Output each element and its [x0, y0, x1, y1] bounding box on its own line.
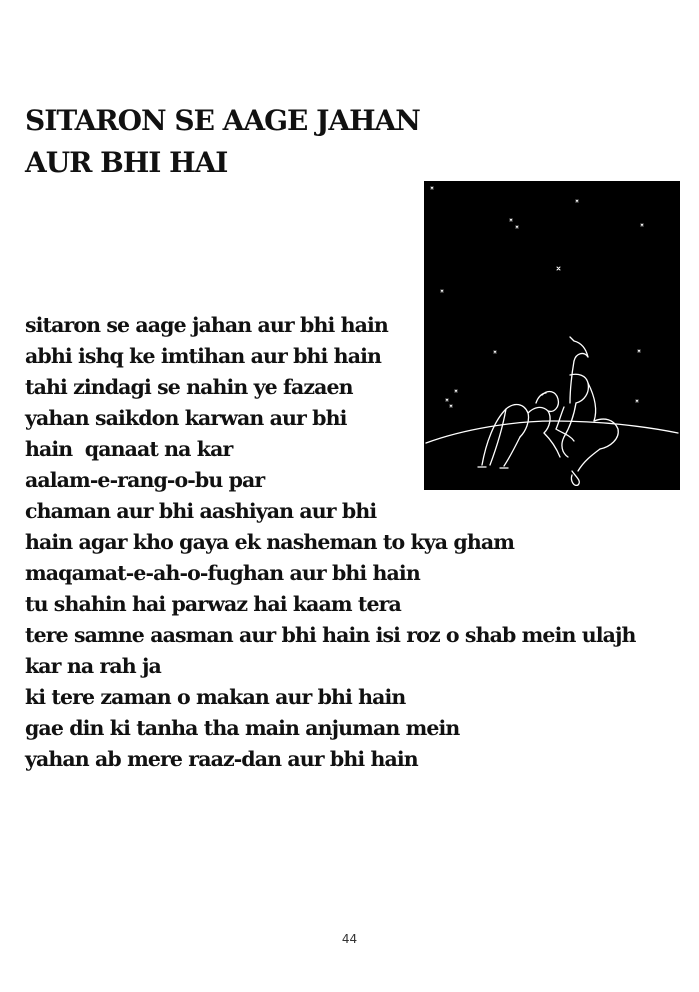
poem-line: abhi ishq ke imtihan aur bhi hain: [25, 344, 381, 368]
poem-line: tu shahin hai parwaz hai kaam tera: [25, 592, 401, 616]
page-number: 44: [341, 932, 358, 946]
poem-line: chaman aur bhi aashiyan aur bhi: [25, 499, 377, 523]
poem-line: maqamat-e-ah-o-fughan aur bhi hain: [25, 561, 420, 585]
title-line: AUR BHI HAI: [25, 146, 228, 179]
poem-line: tere samne aasman aur bhi hain isi roz o shab mein ulajh: [25, 623, 636, 647]
poem-line: hain agar kho gaya ek nasheman to kya gham: [25, 530, 515, 554]
poem-line: hain qanaat na kar: [25, 437, 233, 461]
title-line: SITARON SE AAGE JAHAN: [25, 104, 420, 137]
poem-line: yahan saikdon karwan aur bhi: [25, 406, 347, 430]
poem-line: kar na rah ja: [25, 654, 161, 678]
poem-body: [25, 310, 675, 775]
poem-line: aalam-e-rang-o-bu par: [25, 468, 265, 492]
poem-line: gae din ki tanha tha main anjuman mein: [25, 716, 460, 740]
poem-line: yahan ab mere raaz-dan aur bhi hain: [25, 747, 418, 771]
poem-line: tahi zindagi se nahin ye fazaen: [25, 375, 353, 399]
poem-line: ki tere zaman o makan aur bhi hain: [25, 685, 406, 709]
poem-line: sitaron se aage jahan aur bhi hain: [25, 313, 388, 337]
poem-title: [25, 100, 465, 184]
